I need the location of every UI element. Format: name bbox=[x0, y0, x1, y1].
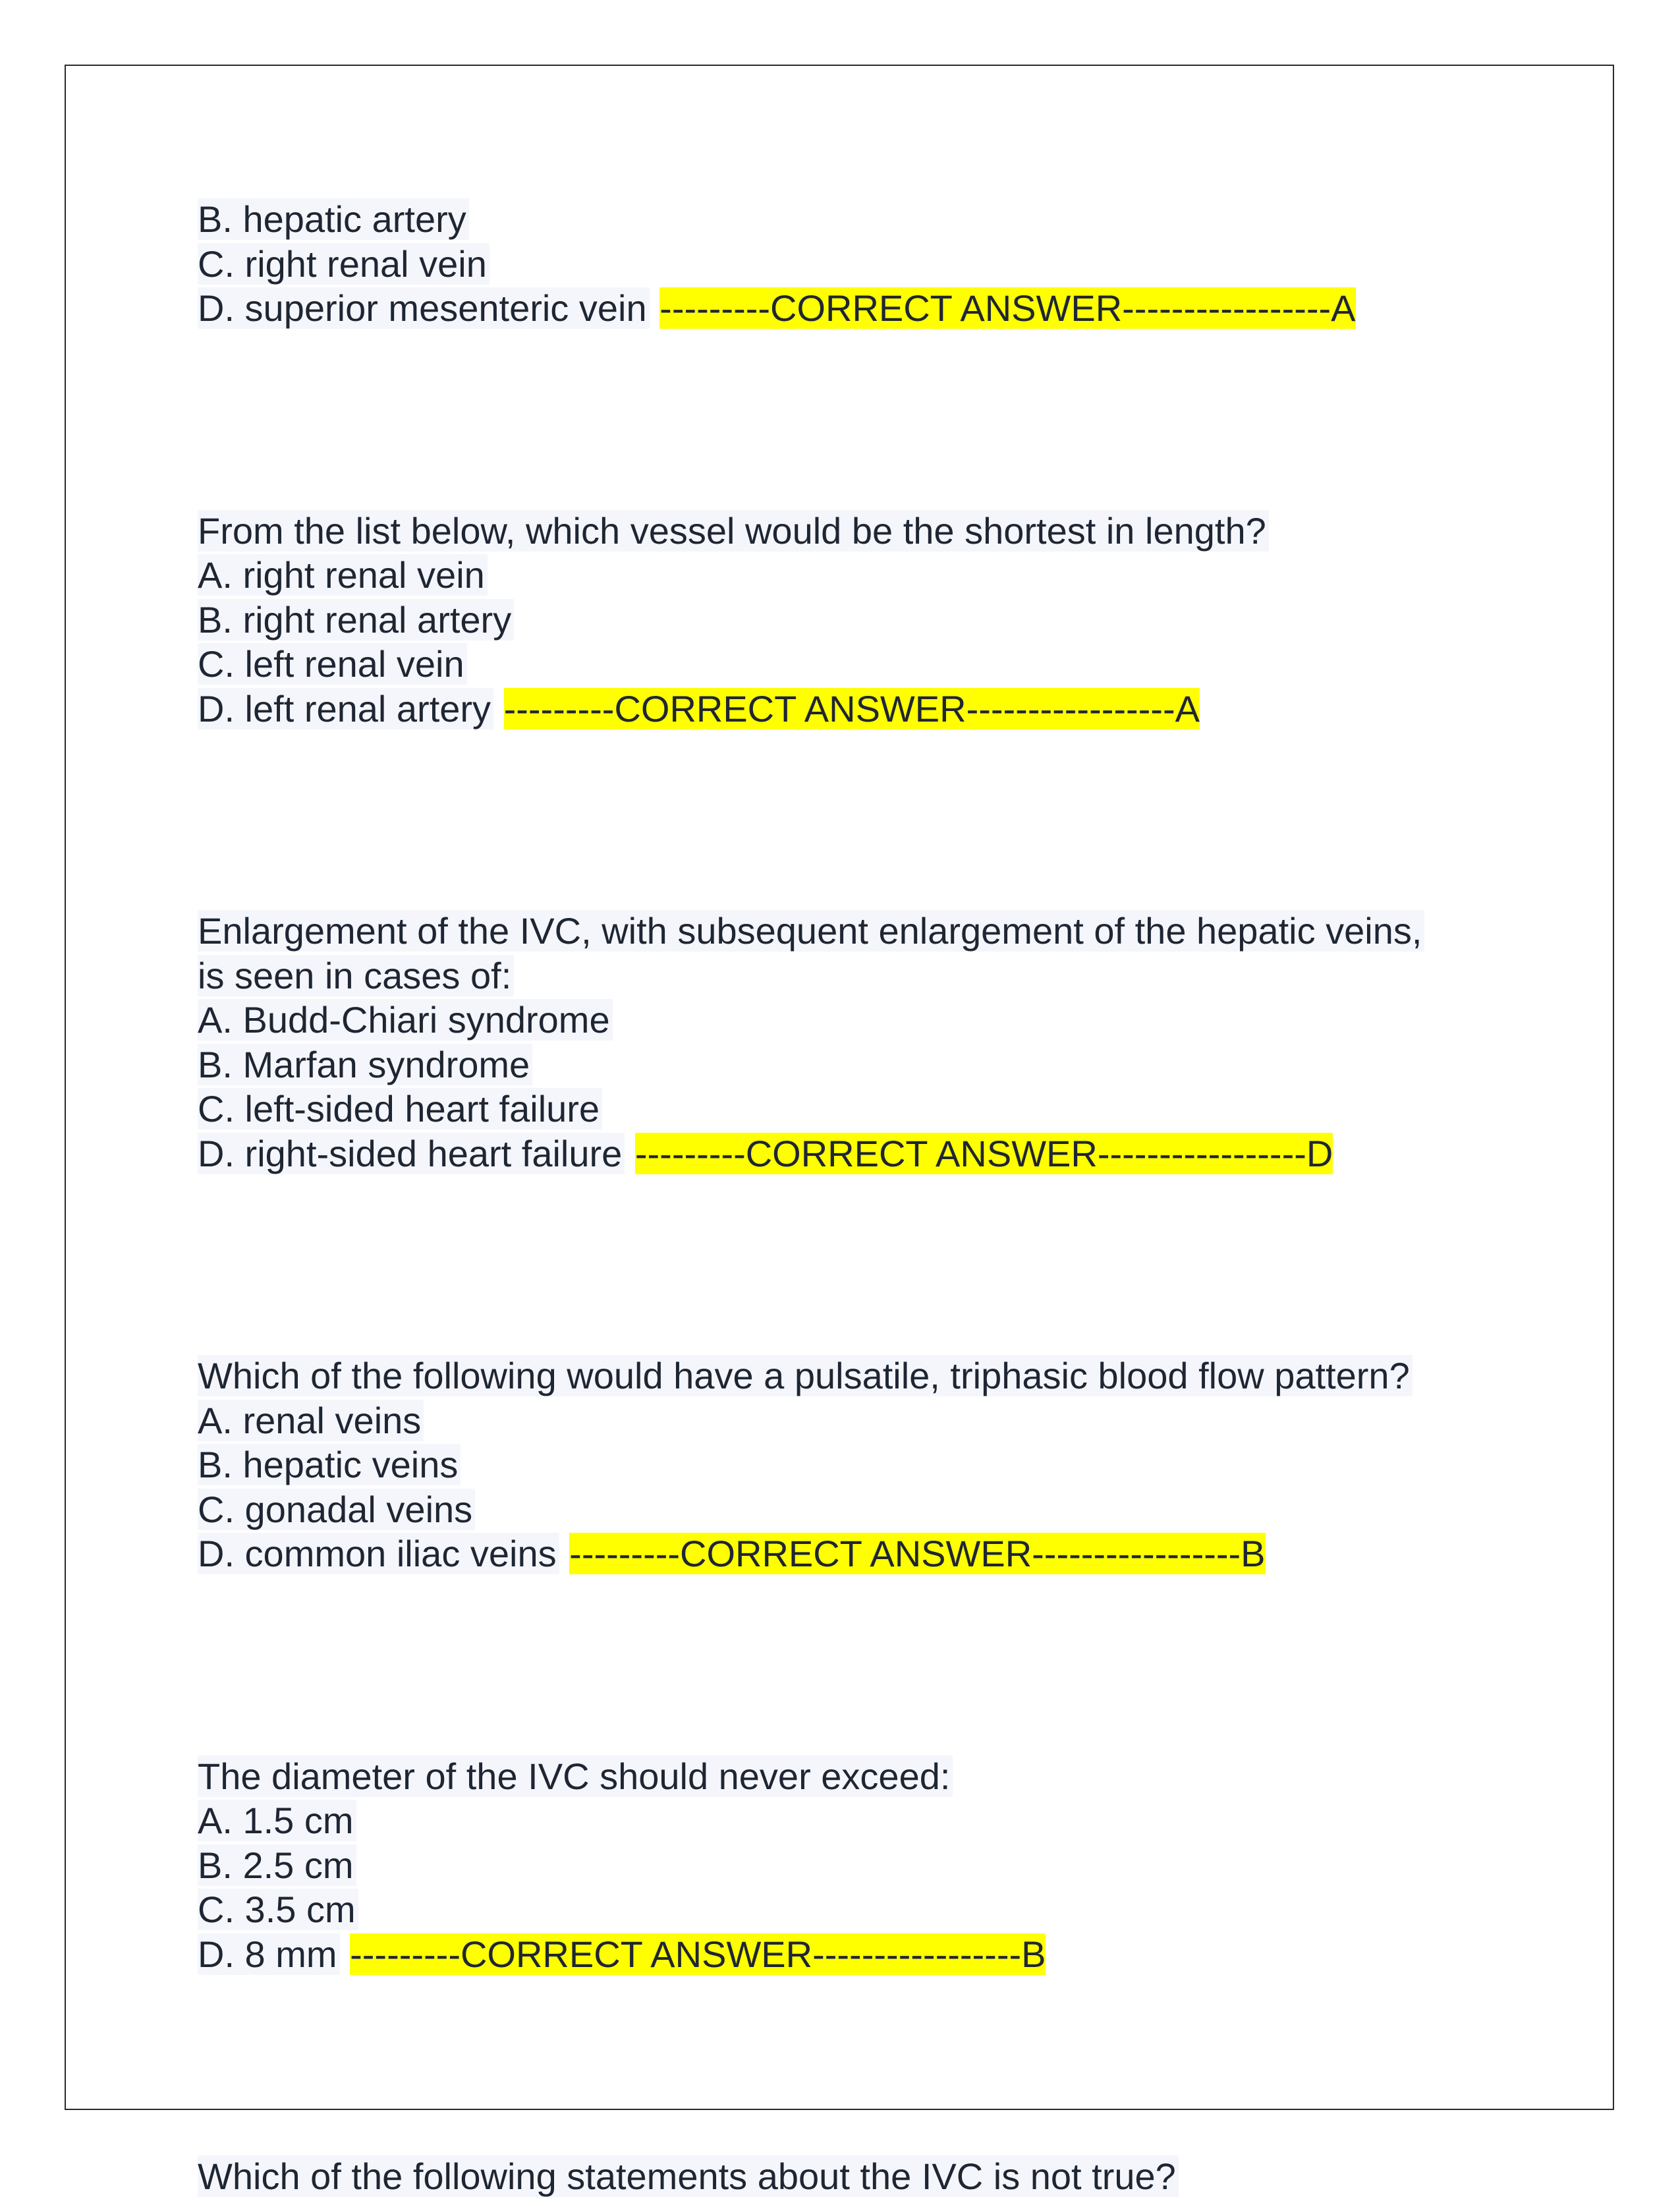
option-b: B. hepatic artery bbox=[198, 197, 1515, 242]
option-d-with-answer bbox=[198, 1932, 1515, 1977]
question-text: Which of the following would have a pulsatile, triphasic blood flow pattern? bbox=[198, 1354, 1515, 1398]
question-block-2 bbox=[198, 509, 1515, 731]
question-block-3 bbox=[198, 909, 1515, 1176]
correct-answer-highlight: ---------CORRECT ANSWER-----------------A bbox=[659, 287, 1356, 329]
correct-answer-highlight: ---------CORRECT ANSWER-----------------B bbox=[350, 1933, 1046, 1975]
option-d: D. superior mesenteric vein bbox=[198, 287, 650, 329]
question-block-1 bbox=[198, 197, 1515, 331]
option-b: B. hepatic veins bbox=[198, 1442, 1515, 1487]
correct-answer-highlight: ---------CORRECT ANSWER-----------------D bbox=[634, 1132, 1333, 1174]
option-c: C. 3.5 cm bbox=[198, 1887, 1515, 1932]
option-d: D. common iliac veins bbox=[198, 1533, 559, 1574]
document-content bbox=[198, 197, 1515, 2199]
question-block-5 bbox=[198, 1754, 1515, 1977]
option-c: C. right renal vein bbox=[198, 242, 1515, 287]
option-a: A. right renal vein bbox=[198, 553, 1515, 598]
option-d: D. right-sided heart failure bbox=[198, 1133, 625, 1174]
question-block-4 bbox=[198, 1354, 1515, 1576]
option-c: C. left renal vein bbox=[198, 642, 1515, 687]
question-text: From the list below, which vessel would be the shortest in length? bbox=[198, 509, 1515, 554]
option-d: D. left renal artery bbox=[198, 688, 493, 729]
option-d-with-answer bbox=[198, 1531, 1515, 1576]
option-d: D. 8 mm bbox=[198, 1933, 340, 1975]
option-c: C. left-sided heart failure bbox=[198, 1087, 1515, 1131]
question-text-continued: is seen in cases of: bbox=[198, 954, 1515, 998]
correct-answer-highlight: ---------CORRECT ANSWER-----------------B bbox=[569, 1533, 1266, 1574]
question-text: Which of the following statements about the IVC is not true? bbox=[198, 2154, 1515, 2199]
question-text: Enlargement of the IVC, with subsequent enlargement of the hepatic veins, bbox=[198, 909, 1515, 954]
option-c: C. gonadal veins bbox=[198, 1487, 1515, 1532]
correct-answer-highlight: ---------CORRECT ANSWER-----------------A bbox=[503, 687, 1200, 729]
question-text: The diameter of the IVC should never exceed: bbox=[198, 1754, 1515, 1799]
option-b: B. 2.5 cm bbox=[198, 1843, 1515, 1888]
question-block-6 bbox=[198, 2154, 1515, 2199]
option-a: A. 1.5 cm bbox=[198, 1798, 1515, 1843]
option-b: B. right renal artery bbox=[198, 598, 1515, 643]
option-a: A. Budd-Chiari syndrome bbox=[198, 998, 1515, 1042]
option-d-with-answer bbox=[198, 286, 1515, 331]
option-b: B. Marfan syndrome bbox=[198, 1042, 1515, 1087]
option-d-with-answer bbox=[198, 687, 1515, 731]
option-a: A. renal veins bbox=[198, 1398, 1515, 1443]
option-d-with-answer bbox=[198, 1131, 1515, 1176]
